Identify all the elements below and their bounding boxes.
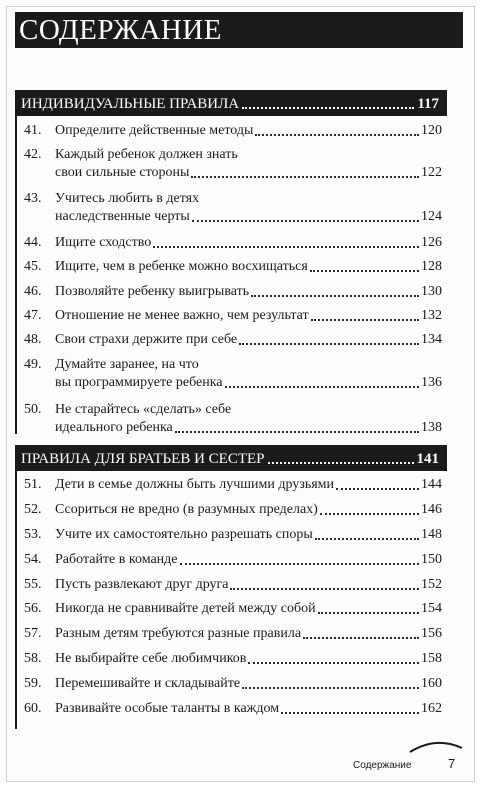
- entry-title: Позволяйте ребенку выигрывать: [55, 284, 250, 299]
- swoosh-ornament-icon: [408, 738, 464, 754]
- entry-number: 44.: [24, 235, 42, 250]
- entry-title: Ссориться не вредно (в разумных пределах): [55, 502, 318, 517]
- entry-number: 43.: [24, 191, 42, 206]
- footer-section-label: Содержание: [353, 760, 412, 771]
- entry-title: Думайте заранее, на что: [55, 357, 199, 372]
- dot-leader: [318, 612, 419, 614]
- entry-number: 56.: [24, 601, 42, 616]
- section-page-number: 141: [416, 451, 439, 467]
- entry-number: 41.: [24, 123, 42, 138]
- entry-number: 59.: [24, 676, 42, 691]
- entry-page-number: 154: [421, 601, 442, 616]
- toc-entry[interactable]: [24, 600, 442, 618]
- entry-title: Пусть развлекают друг друга: [55, 577, 229, 592]
- entry-page-number: 132: [421, 308, 442, 323]
- entry-title: Развивайте особые таланты в каждом: [55, 701, 280, 716]
- entry-page-number: 128: [421, 259, 442, 274]
- entry-page-number: 162: [421, 701, 442, 716]
- page-title: СОДЕРЖАНИЕ: [15, 12, 463, 48]
- entry-title: Учитесь любить в детях: [55, 191, 200, 206]
- page-footer: [0, 738, 483, 778]
- footer-page-number: 7: [448, 756, 456, 771]
- entry-number: 60.: [24, 701, 42, 716]
- entry-page-number: 160: [421, 676, 442, 691]
- section-title: ПРАВИЛА ДЛЯ БРАТЬЕВ И СЕСТЕР: [21, 451, 265, 467]
- toc-entry[interactable]: [24, 501, 442, 519]
- dot-leader: [281, 712, 419, 714]
- toc-entry[interactable]: [24, 234, 442, 252]
- dot-leader: [251, 295, 419, 297]
- entry-number: 53.: [24, 527, 42, 542]
- dot-leader: [315, 538, 419, 540]
- toc-entry[interactable]: [24, 700, 442, 718]
- section-page-number: 117: [417, 96, 439, 112]
- toc-entry[interactable]: [24, 331, 442, 349]
- toc-entry[interactable]: [24, 307, 442, 325]
- entry-title: Никогда не сравнивайте детей между собой: [55, 601, 316, 616]
- toc-entry[interactable]: [24, 283, 442, 301]
- entry-title: идеального ребенка: [55, 420, 173, 435]
- entry-title: Ищите, чем в ребенке можно восхищаться: [55, 259, 308, 274]
- section-2-rule: [15, 448, 17, 729]
- entry-title: Каждый ребенок должен знать: [55, 147, 238, 162]
- entry-title: Дети в семье должны быть лучшими друзьями: [55, 477, 335, 492]
- entry-page-number: 146: [421, 502, 442, 517]
- entry-number: 42.: [24, 147, 42, 162]
- entry-title: свои сильные стороны: [55, 165, 190, 180]
- entry-number: 47.: [24, 308, 42, 323]
- section-title: ИНДИВИДУАЛЬНЫЕ ПРАВИЛА: [21, 96, 240, 112]
- dot-leader: [153, 246, 419, 248]
- entry-number: 50.: [24, 402, 42, 417]
- toc-entry[interactable]: [24, 146, 442, 182]
- entry-title: Отношение не менее важно, чем результат: [55, 308, 309, 323]
- dot-leader: [180, 563, 419, 565]
- entry-page-number: 148: [421, 527, 442, 542]
- entry-number: 55.: [24, 577, 42, 592]
- section-1-rule: [15, 94, 17, 434]
- entry-title: Учите их самостоятельно разрешать споры: [55, 527, 313, 542]
- entry-page-number: 152: [421, 577, 442, 592]
- dot-leader: [303, 637, 419, 639]
- entry-number: 51.: [24, 477, 42, 492]
- entry-number: 52.: [24, 502, 42, 517]
- dot-leader: [310, 270, 419, 272]
- entry-title: наследственные черты: [55, 209, 190, 224]
- entry-number: 46.: [24, 284, 42, 299]
- entry-title: Свои страхи держите при себе: [55, 332, 238, 347]
- entry-number: 58.: [24, 651, 42, 666]
- entry-number: 57.: [24, 626, 42, 641]
- entry-page-number: 144: [421, 477, 442, 492]
- entry-number: 54.: [24, 552, 42, 567]
- entry-page-number: 130: [421, 284, 442, 299]
- toc-entry[interactable]: [24, 625, 442, 643]
- dot-leader: [268, 462, 414, 464]
- entry-title: Перемешивайте и складывайте: [55, 676, 241, 691]
- toc-entry[interactable]: [24, 526, 442, 544]
- section-header[interactable]: [15, 445, 447, 471]
- entry-page-number: 150: [421, 552, 442, 567]
- section-header[interactable]: [15, 90, 447, 116]
- entry-title: Разным детям требуются разные правила: [55, 626, 302, 641]
- dot-leader: [320, 513, 419, 515]
- entry-page-number: 120: [421, 123, 442, 138]
- dot-leader: [225, 386, 419, 388]
- entry-number: 49.: [24, 357, 42, 372]
- entry-page-number: 124: [421, 209, 442, 224]
- toc-entry[interactable]: [24, 258, 442, 276]
- entry-page-number: 138: [421, 420, 442, 435]
- dot-leader: [242, 107, 414, 109]
- toc-entry[interactable]: [24, 122, 442, 140]
- toc-entry[interactable]: [24, 190, 442, 226]
- dot-leader: [239, 343, 419, 345]
- dot-leader: [336, 488, 419, 490]
- dot-leader: [192, 220, 419, 222]
- dot-leader: [248, 662, 419, 664]
- entry-title: Не выбирайте себе любимчиков: [55, 651, 247, 666]
- entry-number: 48.: [24, 332, 42, 347]
- entry-title: Определите действенные методы: [55, 123, 254, 138]
- dot-leader: [175, 431, 419, 433]
- toc-entry[interactable]: [24, 401, 442, 437]
- toc-entry[interactable]: [24, 675, 442, 693]
- toc-entry[interactable]: [24, 551, 442, 569]
- toc-entry[interactable]: [24, 650, 442, 668]
- dot-leader: [191, 176, 419, 178]
- entry-page-number: 136: [421, 375, 442, 390]
- entry-page-number: 156: [421, 626, 442, 641]
- entry-page-number: 126: [421, 235, 442, 250]
- toc-entry[interactable]: [24, 576, 442, 594]
- entry-page-number: 158: [421, 651, 442, 666]
- entry-title: Ищите сходство: [55, 235, 152, 250]
- entry-title: Не старайтесь «сделать» себе: [55, 402, 232, 417]
- dot-leader: [255, 134, 419, 136]
- entry-title: Работайте в команде: [55, 552, 178, 567]
- dot-leader: [311, 319, 419, 321]
- toc-entry[interactable]: [24, 356, 442, 392]
- entry-page-number: 134: [421, 332, 442, 347]
- dot-leader: [242, 687, 419, 689]
- entry-number: 45.: [24, 259, 42, 274]
- dot-leader: [230, 588, 419, 590]
- entry-title: вы программируете ребенка: [55, 375, 223, 390]
- entry-page-number: 122: [421, 165, 442, 180]
- toc-entry[interactable]: [24, 476, 442, 494]
